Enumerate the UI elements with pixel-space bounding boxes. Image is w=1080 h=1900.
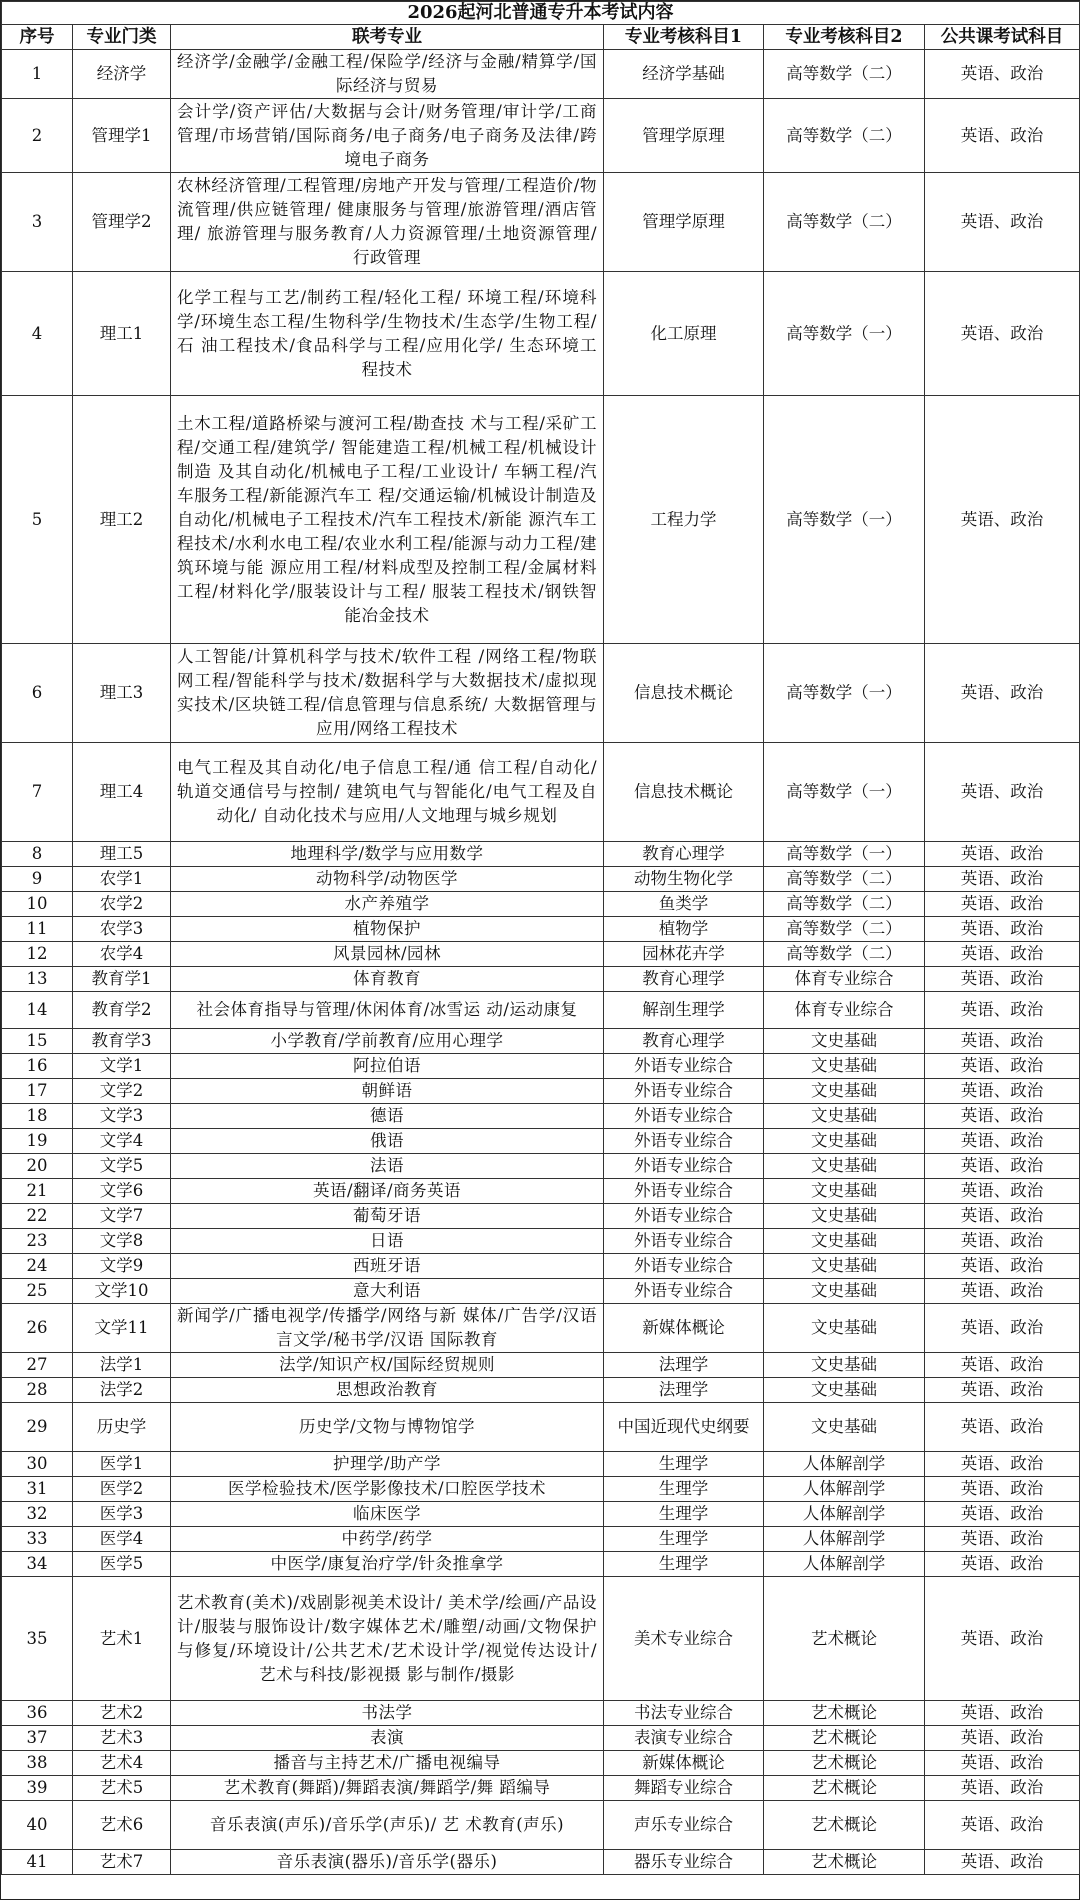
row-subject2: 高等数学（二） (764, 917, 925, 942)
row-subject2: 体育专业综合 (764, 992, 925, 1029)
row-category: 医学4 (73, 1527, 171, 1552)
row-majors: 风景园林/园林 (171, 942, 604, 967)
row-category: 农学4 (73, 942, 171, 967)
row-public-subjects: 英语、政治 (925, 272, 1080, 396)
table-row (2, 967, 1080, 992)
row-public-subjects: 英语、政治 (925, 1154, 1080, 1179)
row-public-subjects: 英语、政治 (925, 1850, 1080, 1875)
table-row (2, 917, 1080, 942)
row-public-subjects: 英语、政治 (925, 50, 1080, 99)
row-subject1: 生理学 (604, 1502, 764, 1527)
row-subject1: 外语专业综合 (604, 1179, 764, 1204)
row-number: 23 (2, 1229, 73, 1254)
row-number: 8 (2, 842, 73, 867)
row-majors: 医学检验技术/医学影像技术/口腔医学技术 (171, 1477, 604, 1502)
table-row (2, 1403, 1080, 1452)
row-subject1: 外语专业综合 (604, 1079, 764, 1104)
row-number: 20 (2, 1154, 73, 1179)
row-category: 医学2 (73, 1477, 171, 1502)
row-subject2: 人体解剖学 (764, 1527, 925, 1552)
row-public-subjects: 英语、政治 (925, 1378, 1080, 1403)
row-subject1: 生理学 (604, 1452, 764, 1477)
row-subject1: 动物生物化学 (604, 867, 764, 892)
row-majors: 农林经济管理/工程管理/房地产开发与管理/工程造价/物流管理/供应链管理/ 健康服务与管理/旅游管理/酒店管理/ 旅游管理与服务教育/人力资源管理/土地资源管理/行政管理 (171, 173, 604, 272)
table-row (2, 1577, 1080, 1701)
row-majors: 会计学/资产评估/大数据与会计/财务管理/审计学/工商管理/市场营销/国际商务/电子商务/电子商务及法律/跨境电子商务 (171, 99, 604, 173)
row-majors: 法语 (171, 1154, 604, 1179)
row-subject1: 解剖生理学 (604, 992, 764, 1029)
row-majors: 艺术教育(舞蹈)/舞蹈表演/舞蹈学/舞 蹈编导 (171, 1776, 604, 1801)
row-category: 艺术4 (73, 1751, 171, 1776)
row-category: 文学2 (73, 1079, 171, 1104)
row-public-subjects: 英语、政治 (925, 1403, 1080, 1452)
row-subject2: 文史基础 (764, 1029, 925, 1054)
row-subject2: 高等数学（二） (764, 867, 925, 892)
row-subject2: 文史基础 (764, 1054, 925, 1079)
table-row (2, 1527, 1080, 1552)
row-subject1: 外语专业综合 (604, 1129, 764, 1154)
row-subject2: 高等数学（二） (764, 99, 925, 173)
row-category: 艺术2 (73, 1701, 171, 1726)
row-subject2: 高等数学（一） (764, 272, 925, 396)
row-majors: 历史学/文物与博物馆学 (171, 1403, 604, 1452)
row-public-subjects: 英语、政治 (925, 1029, 1080, 1054)
row-subject2: 人体解剖学 (764, 1477, 925, 1502)
exam-table (1, 1, 1080, 1875)
row-majors: 西班牙语 (171, 1254, 604, 1279)
row-public-subjects: 英语、政治 (925, 967, 1080, 992)
row-subject1: 书法专业综合 (604, 1701, 764, 1726)
row-subject2: 文史基础 (764, 1229, 925, 1254)
row-majors: 动物科学/动物医学 (171, 867, 604, 892)
row-public-subjects: 英语、政治 (925, 842, 1080, 867)
table-row (2, 1129, 1080, 1154)
row-majors: 小学教育/学前教育/应用心理学 (171, 1029, 604, 1054)
row-number: 14 (2, 992, 73, 1029)
row-number: 33 (2, 1527, 73, 1552)
row-subject2: 艺术概论 (764, 1701, 925, 1726)
table-row (2, 173, 1080, 272)
row-category: 文学5 (73, 1154, 171, 1179)
row-number: 4 (2, 272, 73, 396)
table-row (2, 1054, 1080, 1079)
row-majors: 艺术教育(美术)/戏剧影视美术设计/ 美术学/绘画/产品设计/服装与服饰设计/数字媒体艺术/雕塑/动画/文物保护与修复/环境设计/公共艺术/艺术设计学/视觉传达设计/艺术与科技/影视摄 影与制作/摄影 (171, 1577, 604, 1701)
document-title: 2026起河北普通专升本考试内容 (2, 2, 1080, 25)
row-category: 文学6 (73, 1179, 171, 1204)
row-subject2: 人体解剖学 (764, 1552, 925, 1577)
row-majors: 新闻学/广播电视学/传播学/网络与新 媒体/广告学/汉语言文学/秘书学/汉语 国际教育 (171, 1304, 604, 1353)
row-subject2: 人体解剖学 (764, 1502, 925, 1527)
table-row (2, 1079, 1080, 1104)
row-number: 35 (2, 1577, 73, 1701)
table-row (2, 1279, 1080, 1304)
row-majors: 人工智能/计算机科学与技术/软件工程 /网络工程/物联网工程/智能科学与技术/数据科学与大数据技术/虚拟现实技术/区块链工程/信息管理与信息系统/ 大数据管理与应用/网络工程技术 (171, 644, 604, 743)
row-category: 文学9 (73, 1254, 171, 1279)
row-subject1: 生理学 (604, 1552, 764, 1577)
row-category: 农学3 (73, 917, 171, 942)
row-subject2: 文史基础 (764, 1279, 925, 1304)
row-public-subjects: 英语、政治 (925, 1104, 1080, 1129)
table-row (2, 892, 1080, 917)
row-number: 31 (2, 1477, 73, 1502)
header-cell-majors: 联考专业 (171, 25, 604, 50)
row-subject2: 文史基础 (764, 1129, 925, 1154)
row-subject1: 新媒体概论 (604, 1751, 764, 1776)
row-number: 29 (2, 1403, 73, 1452)
row-subject2: 艺术概论 (764, 1850, 925, 1875)
table-row (2, 1726, 1080, 1751)
row-subject1: 外语专业综合 (604, 1279, 764, 1304)
row-category: 文学11 (73, 1304, 171, 1353)
row-number: 9 (2, 867, 73, 892)
row-subject2: 文史基础 (764, 1104, 925, 1129)
row-category: 文学1 (73, 1054, 171, 1079)
row-majors: 地理科学/数学与应用数学 (171, 842, 604, 867)
row-subject1: 外语专业综合 (604, 1204, 764, 1229)
row-public-subjects: 英语、政治 (925, 99, 1080, 173)
table-row (2, 1353, 1080, 1378)
row-public-subjects: 英语、政治 (925, 644, 1080, 743)
row-subject2: 文史基础 (764, 1403, 925, 1452)
row-subject1: 教育心理学 (604, 967, 764, 992)
row-category: 教育学1 (73, 967, 171, 992)
row-public-subjects: 英语、政治 (925, 1179, 1080, 1204)
table-row (2, 50, 1080, 99)
row-subject2: 艺术概论 (764, 1751, 925, 1776)
row-category: 艺术6 (73, 1801, 171, 1850)
row-subject1: 园林花卉学 (604, 942, 764, 967)
row-public-subjects: 英语、政治 (925, 1577, 1080, 1701)
row-number: 6 (2, 644, 73, 743)
row-subject1: 外语专业综合 (604, 1054, 764, 1079)
row-category: 理工2 (73, 396, 171, 644)
row-subject2: 高等数学（二） (764, 50, 925, 99)
table-row (2, 1850, 1080, 1875)
row-public-subjects: 英语、政治 (925, 1353, 1080, 1378)
row-majors: 音乐表演(器乐)/音乐学(器乐) (171, 1850, 604, 1875)
row-public-subjects: 英语、政治 (925, 1726, 1080, 1751)
row-public-subjects: 英语、政治 (925, 1776, 1080, 1801)
header-cell-subject2: 专业考核科目2 (764, 25, 925, 50)
row-public-subjects: 英语、政治 (925, 1502, 1080, 1527)
row-public-subjects: 英语、政治 (925, 892, 1080, 917)
row-category: 艺术1 (73, 1577, 171, 1701)
row-subject1: 外语专业综合 (604, 1229, 764, 1254)
row-subject2: 高等数学（二） (764, 892, 925, 917)
row-subject1: 化工原理 (604, 272, 764, 396)
row-public-subjects: 英语、政治 (925, 1801, 1080, 1850)
row-public-subjects: 英语、政治 (925, 1279, 1080, 1304)
table-row (2, 1378, 1080, 1403)
row-number: 2 (2, 99, 73, 173)
row-subject2: 文史基础 (764, 1154, 925, 1179)
row-number: 18 (2, 1104, 73, 1129)
row-number: 17 (2, 1079, 73, 1104)
row-subject1: 新媒体概论 (604, 1304, 764, 1353)
row-number: 30 (2, 1452, 73, 1477)
table-row (2, 1104, 1080, 1129)
row-category: 医学5 (73, 1552, 171, 1577)
row-majors: 电气工程及其自动化/电子信息工程/通 信工程/自动化/轨道交通信号与控制/ 建筑电气与智能化/电气工程及自动化/ 自动化技术与应用/人文地理与城乡规划 (171, 743, 604, 842)
row-number: 19 (2, 1129, 73, 1154)
row-public-subjects: 英语、政治 (925, 396, 1080, 644)
table-row (2, 1029, 1080, 1054)
row-category: 管理学1 (73, 99, 171, 173)
row-subject2: 文史基础 (764, 1079, 925, 1104)
row-majors: 土木工程/道路桥梁与渡河工程/勘查技 术与工程/采矿工程/交通工程/建筑学/ 智能建造工程/机械工程/机械设计制造 及其自动化/机械电子工程/工业设计/ 车辆工程/汽车服务工程/新能源汽车工 程/交通运输/机械设计制造及自动化/机械电子工程技术/汽车工程技术/新能 源汽车工程技术/水利水电工程/农业水利工程/能源与动力工程/建筑环境与能 源应用工程/材料成型及控制工程/金属材料工程/材料化学/服装设计与工程/ 服装工程技术/钢铁智能冶金技术 (171, 396, 604, 644)
table-row (2, 1154, 1080, 1179)
row-category: 医学3 (73, 1502, 171, 1527)
row-majors: 表演 (171, 1726, 604, 1751)
row-majors: 日语 (171, 1229, 604, 1254)
row-subject2: 体育专业综合 (764, 967, 925, 992)
table-row (2, 867, 1080, 892)
row-subject1: 教育心理学 (604, 1029, 764, 1054)
row-subject1: 声乐专业综合 (604, 1801, 764, 1850)
row-category: 艺术5 (73, 1776, 171, 1801)
row-majors: 意大利语 (171, 1279, 604, 1304)
row-number: 13 (2, 967, 73, 992)
row-number: 39 (2, 1776, 73, 1801)
row-subject1: 表演专业综合 (604, 1726, 764, 1751)
table-row (2, 1204, 1080, 1229)
row-subject1: 植物学 (604, 917, 764, 942)
row-subject2: 文史基础 (764, 1204, 925, 1229)
row-category: 文学7 (73, 1204, 171, 1229)
row-subject2: 艺术概论 (764, 1577, 925, 1701)
row-number: 24 (2, 1254, 73, 1279)
row-public-subjects: 英语、政治 (925, 992, 1080, 1029)
row-public-subjects: 英语、政治 (925, 1452, 1080, 1477)
table-row (2, 1477, 1080, 1502)
row-majors: 德语 (171, 1104, 604, 1129)
row-subject1: 经济学基础 (604, 50, 764, 99)
row-subject2: 文史基础 (764, 1353, 925, 1378)
row-number: 27 (2, 1353, 73, 1378)
row-subject2: 文史基础 (764, 1254, 925, 1279)
row-category: 艺术7 (73, 1850, 171, 1875)
row-public-subjects: 英语、政治 (925, 1304, 1080, 1353)
row-majors: 葡萄牙语 (171, 1204, 604, 1229)
row-number: 5 (2, 396, 73, 644)
header-cell-category: 专业门类 (73, 25, 171, 50)
row-public-subjects: 英语、政治 (925, 173, 1080, 272)
row-majors: 护理学/助产学 (171, 1452, 604, 1477)
row-subject1: 生理学 (604, 1477, 764, 1502)
row-category: 理工5 (73, 842, 171, 867)
row-category: 法学1 (73, 1353, 171, 1378)
row-number: 37 (2, 1726, 73, 1751)
row-number: 25 (2, 1279, 73, 1304)
row-subject2: 艺术概论 (764, 1801, 925, 1850)
row-category: 管理学2 (73, 173, 171, 272)
row-number: 32 (2, 1502, 73, 1527)
row-subject2: 艺术概论 (764, 1776, 925, 1801)
row-majors: 化学工程与工艺/制药工程/轻化工程/ 环境工程/环境科学/环境生态工程/生物科学/生物技术/生态学/生物工程/石 油工程技术/食品科学与工程/应用化学/ 生态环境工程技术 (171, 272, 604, 396)
table-row (2, 992, 1080, 1029)
header-cell-subject1: 专业考核科目1 (604, 25, 764, 50)
row-subject1: 法理学 (604, 1378, 764, 1403)
row-majors: 播音与主持艺术/广播电视编导 (171, 1751, 604, 1776)
row-majors: 社会体育指导与管理/休闲体育/冰雪运 动/运动康复 (171, 992, 604, 1029)
row-subject2: 高等数学（一） (764, 396, 925, 644)
table-row (2, 1701, 1080, 1726)
row-majors: 阿拉伯语 (171, 1054, 604, 1079)
row-category: 理工4 (73, 743, 171, 842)
row-category: 艺术3 (73, 1726, 171, 1751)
row-number: 21 (2, 1179, 73, 1204)
row-number: 12 (2, 942, 73, 967)
row-category: 农学2 (73, 892, 171, 917)
row-majors: 水产养殖学 (171, 892, 604, 917)
table-row (2, 272, 1080, 396)
row-number: 22 (2, 1204, 73, 1229)
row-subject1: 舞蹈专业综合 (604, 1776, 764, 1801)
table-row (2, 1751, 1080, 1776)
table-row (2, 1254, 1080, 1279)
row-majors: 体育教育 (171, 967, 604, 992)
row-number: 38 (2, 1751, 73, 1776)
row-subject1: 美术专业综合 (604, 1577, 764, 1701)
row-public-subjects: 英语、政治 (925, 1054, 1080, 1079)
row-number: 15 (2, 1029, 73, 1054)
row-number: 3 (2, 173, 73, 272)
row-public-subjects: 英语、政治 (925, 1079, 1080, 1104)
row-number: 16 (2, 1054, 73, 1079)
row-public-subjects: 英语、政治 (925, 743, 1080, 842)
table-row (2, 1452, 1080, 1477)
row-majors: 朝鲜语 (171, 1079, 604, 1104)
row-subject1: 鱼类学 (604, 892, 764, 917)
row-majors: 临床医学 (171, 1502, 604, 1527)
row-subject1: 管理学原理 (604, 99, 764, 173)
row-public-subjects: 英语、政治 (925, 1229, 1080, 1254)
row-subject2: 艺术概论 (764, 1726, 925, 1751)
row-public-subjects: 英语、政治 (925, 1477, 1080, 1502)
row-number: 7 (2, 743, 73, 842)
row-subject1: 外语专业综合 (604, 1104, 764, 1129)
row-public-subjects: 英语、政治 (925, 1254, 1080, 1279)
row-number: 26 (2, 1304, 73, 1353)
row-subject2: 文史基础 (764, 1378, 925, 1403)
row-category: 经济学 (73, 50, 171, 99)
row-majors: 音乐表演(声乐)/音乐学(声乐)/ 艺 术教育(声乐) (171, 1801, 604, 1850)
row-majors: 书法学 (171, 1701, 604, 1726)
row-subject2: 高等数学（一） (764, 842, 925, 867)
table-row (2, 1179, 1080, 1204)
row-number: 36 (2, 1701, 73, 1726)
row-category: 教育学3 (73, 1029, 171, 1054)
table-row (2, 942, 1080, 967)
table-row (2, 1502, 1080, 1527)
row-subject1: 中国近现代史纲要 (604, 1403, 764, 1452)
table-row (2, 842, 1080, 867)
row-majors: 经济学/金融学/金融工程/保险学/经济与金融/精算学/国际经济与贸易 (171, 50, 604, 99)
row-subject1: 器乐专业综合 (604, 1850, 764, 1875)
row-category: 文学3 (73, 1104, 171, 1129)
row-number: 1 (2, 50, 73, 99)
header-row (2, 25, 1080, 50)
row-public-subjects: 英语、政治 (925, 942, 1080, 967)
row-majors: 中医学/康复治疗学/针灸推拿学 (171, 1552, 604, 1577)
row-subject1: 法理学 (604, 1353, 764, 1378)
row-category: 法学2 (73, 1378, 171, 1403)
row-majors: 思想政治教育 (171, 1378, 604, 1403)
row-number: 10 (2, 892, 73, 917)
table-row (2, 1776, 1080, 1801)
row-majors: 中药学/药学 (171, 1527, 604, 1552)
row-public-subjects: 英语、政治 (925, 1552, 1080, 1577)
row-subject1: 信息技术概论 (604, 644, 764, 743)
row-subject1: 管理学原理 (604, 173, 764, 272)
table-row (2, 644, 1080, 743)
row-category: 文学8 (73, 1229, 171, 1254)
row-public-subjects: 英语、政治 (925, 1527, 1080, 1552)
row-subject2: 高等数学（二） (764, 942, 925, 967)
row-subject2: 人体解剖学 (764, 1452, 925, 1477)
table-row (2, 99, 1080, 173)
table-row (2, 1304, 1080, 1353)
row-subject2: 文史基础 (764, 1179, 925, 1204)
table-row (2, 1801, 1080, 1850)
row-subject1: 工程力学 (604, 396, 764, 644)
header-cell-public: 公共课考试科目 (925, 25, 1080, 50)
header-cell-no: 序号 (2, 25, 73, 50)
row-public-subjects: 英语、政治 (925, 867, 1080, 892)
row-subject1: 生理学 (604, 1527, 764, 1552)
row-subject2: 高等数学（一） (764, 743, 925, 842)
row-public-subjects: 英语、政治 (925, 917, 1080, 942)
row-public-subjects: 英语、政治 (925, 1751, 1080, 1776)
row-category: 理工1 (73, 272, 171, 396)
row-number: 41 (2, 1850, 73, 1875)
row-number: 28 (2, 1378, 73, 1403)
table-row (2, 743, 1080, 842)
row-subject2: 文史基础 (764, 1304, 925, 1353)
row-category: 文学4 (73, 1129, 171, 1154)
row-category: 农学1 (73, 867, 171, 892)
row-subject1: 外语专业综合 (604, 1254, 764, 1279)
row-majors: 俄语 (171, 1129, 604, 1154)
table-row (2, 1552, 1080, 1577)
row-subject1: 外语专业综合 (604, 1154, 764, 1179)
row-subject1: 教育心理学 (604, 842, 764, 867)
table-row (2, 1229, 1080, 1254)
row-number: 11 (2, 917, 73, 942)
row-subject1: 信息技术概论 (604, 743, 764, 842)
row-subject2: 高等数学（一） (764, 644, 925, 743)
row-category: 文学10 (73, 1279, 171, 1304)
row-public-subjects: 英语、政治 (925, 1129, 1080, 1154)
row-majors: 植物保护 (171, 917, 604, 942)
row-category: 医学1 (73, 1452, 171, 1477)
row-subject2: 高等数学（二） (764, 173, 925, 272)
row-majors: 英语/翻译/商务英语 (171, 1179, 604, 1204)
row-category: 历史学 (73, 1403, 171, 1452)
row-number: 34 (2, 1552, 73, 1577)
row-public-subjects: 英语、政治 (925, 1701, 1080, 1726)
table-row (2, 396, 1080, 644)
row-number: 40 (2, 1801, 73, 1850)
row-majors: 法学/知识产权/国际经贸规则 (171, 1353, 604, 1378)
row-category: 教育学2 (73, 992, 171, 1029)
row-public-subjects: 英语、政治 (925, 1204, 1080, 1229)
row-category: 理工3 (73, 644, 171, 743)
